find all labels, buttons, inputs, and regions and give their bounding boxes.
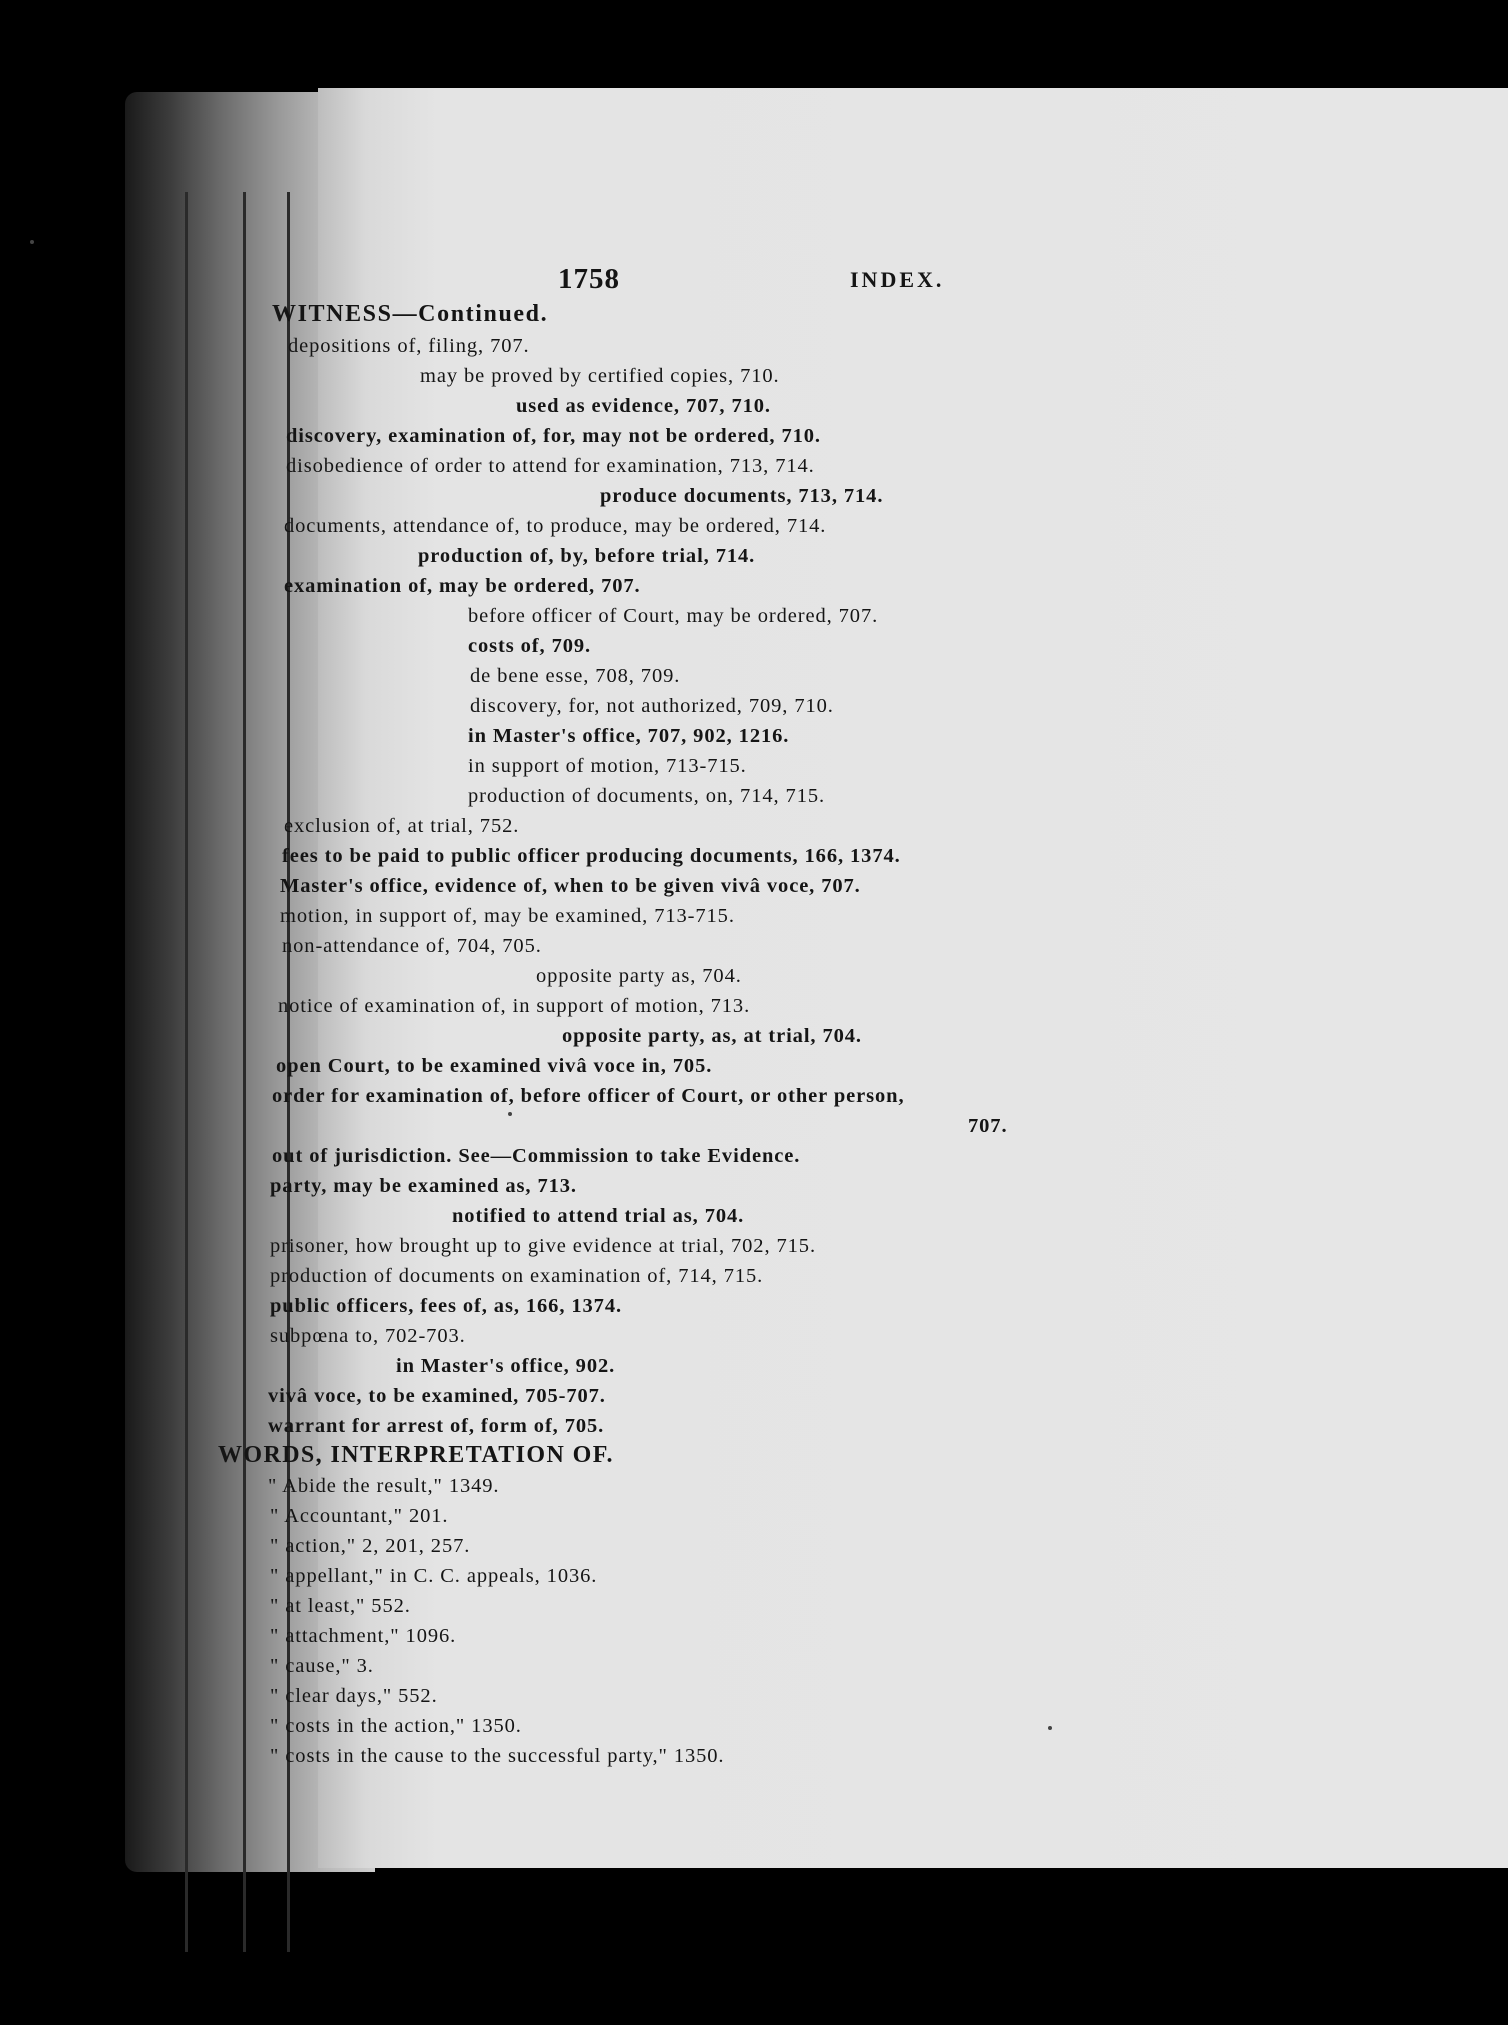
index-entry: warrant for arrest of, form of, 705. xyxy=(268,1415,605,1437)
index-entry: discovery, examination of, for, may not be ordered, 710. xyxy=(286,425,821,447)
index-entry: motion, in support of, may be examined, 713-715. xyxy=(280,905,735,927)
index-heading: WORDS, INTERPRETATION OF. xyxy=(218,1442,614,1468)
index-entry: production of documents on examination of, 714, 715. xyxy=(270,1265,764,1287)
index-entry: " Abide the result," 1349. xyxy=(268,1475,500,1497)
index-entry: notified to attend trial as, 704. xyxy=(452,1205,745,1227)
speck xyxy=(508,1112,512,1116)
index-entry: " Accountant," 201. xyxy=(270,1505,449,1527)
index-entry: non-attendance of, 704, 705. xyxy=(282,935,542,957)
index-entry: exclusion of, at trial, 752. xyxy=(284,815,520,837)
page-edge-line xyxy=(243,192,246,1952)
page-edge-line xyxy=(185,192,188,1952)
index-entry: produce documents, 713, 714. xyxy=(600,485,884,507)
index-entry: costs of, 709. xyxy=(468,635,592,657)
index-entry: opposite party, as, at trial, 704. xyxy=(562,1025,862,1047)
index-entry: vivâ voce, to be examined, 705-707. xyxy=(268,1385,606,1407)
index-entry: production of documents, on, 714, 715. xyxy=(468,785,826,807)
index-entry: Master's office, evidence of, when to be given vivâ voce, 707. xyxy=(280,875,861,897)
index-entry: " at least," 552. xyxy=(270,1595,411,1617)
index-entry: 707. xyxy=(968,1115,1008,1137)
index-entry: " appellant," in C. C. appeals, 1036. xyxy=(270,1565,598,1587)
index-entry: in Master's office, 902. xyxy=(396,1355,616,1377)
index-entry: examination of, may be ordered, 707. xyxy=(284,575,641,597)
index-entry: used as evidence, 707, 710. xyxy=(516,395,771,417)
index-entry: discovery, for, not authorized, 709, 710. xyxy=(470,695,834,717)
index-entry: " action," 2, 201, 257. xyxy=(270,1535,471,1557)
index-entry: " cause," 3. xyxy=(270,1655,374,1677)
index-entry: depositions of, filing, 707. xyxy=(288,335,530,357)
running-title: INDEX. xyxy=(850,267,945,292)
index-entry: " attachment," 1096. xyxy=(270,1625,457,1647)
book-page xyxy=(218,88,1508,1868)
index-entry: disobedience of order to attend for examination, 713, 714. xyxy=(286,455,815,477)
index-entry: documents, attendance of, to produce, may be ordered, 714. xyxy=(284,515,827,537)
index-entry: may be proved by certified copies, 710. xyxy=(420,365,780,387)
speck xyxy=(1048,1726,1052,1730)
index-entry: in support of motion, 713-715. xyxy=(468,755,747,777)
index-entry: " costs in the cause to the successful party," 1350. xyxy=(270,1745,725,1767)
page-number: 1758 xyxy=(558,263,620,295)
index-entry: party, may be examined as, 713. xyxy=(270,1175,577,1197)
index-entry: notice of examination of, in support of motion, 713. xyxy=(278,995,751,1017)
index-entry: before officer of Court, may be ordered, 707. xyxy=(468,605,879,627)
index-entries xyxy=(218,88,1508,1788)
index-entry: open Court, to be examined vivâ voce in, 705. xyxy=(276,1055,713,1077)
index-entry: opposite party as, 704. xyxy=(536,965,742,987)
index-entry: fees to be paid to public officer producing documents, 166, 1374. xyxy=(282,845,901,867)
speck xyxy=(30,240,34,244)
index-heading: WITNESS—Continued. xyxy=(272,301,549,327)
index-entry: de bene esse, 708, 709. xyxy=(470,665,681,687)
index-entry: in Master's office, 707, 902, 1216. xyxy=(468,725,790,747)
index-entry: " costs in the action," 1350. xyxy=(270,1715,522,1737)
index-entry: order for examination of, before officer of Court, or other person, xyxy=(272,1085,905,1107)
index-entry: out of jurisdiction. See—Commission to take Evidence. xyxy=(272,1145,801,1167)
index-entry: production of, by, before trial, 714. xyxy=(418,545,756,567)
index-entry: subpœna to, 702-703. xyxy=(270,1325,466,1347)
index-entry: public officers, fees of, as, 166, 1374. xyxy=(270,1295,622,1317)
index-entry: prisoner, how brought up to give evidence at trial, 702, 715. xyxy=(270,1235,816,1257)
index-entry: " clear days," 552. xyxy=(270,1685,438,1707)
